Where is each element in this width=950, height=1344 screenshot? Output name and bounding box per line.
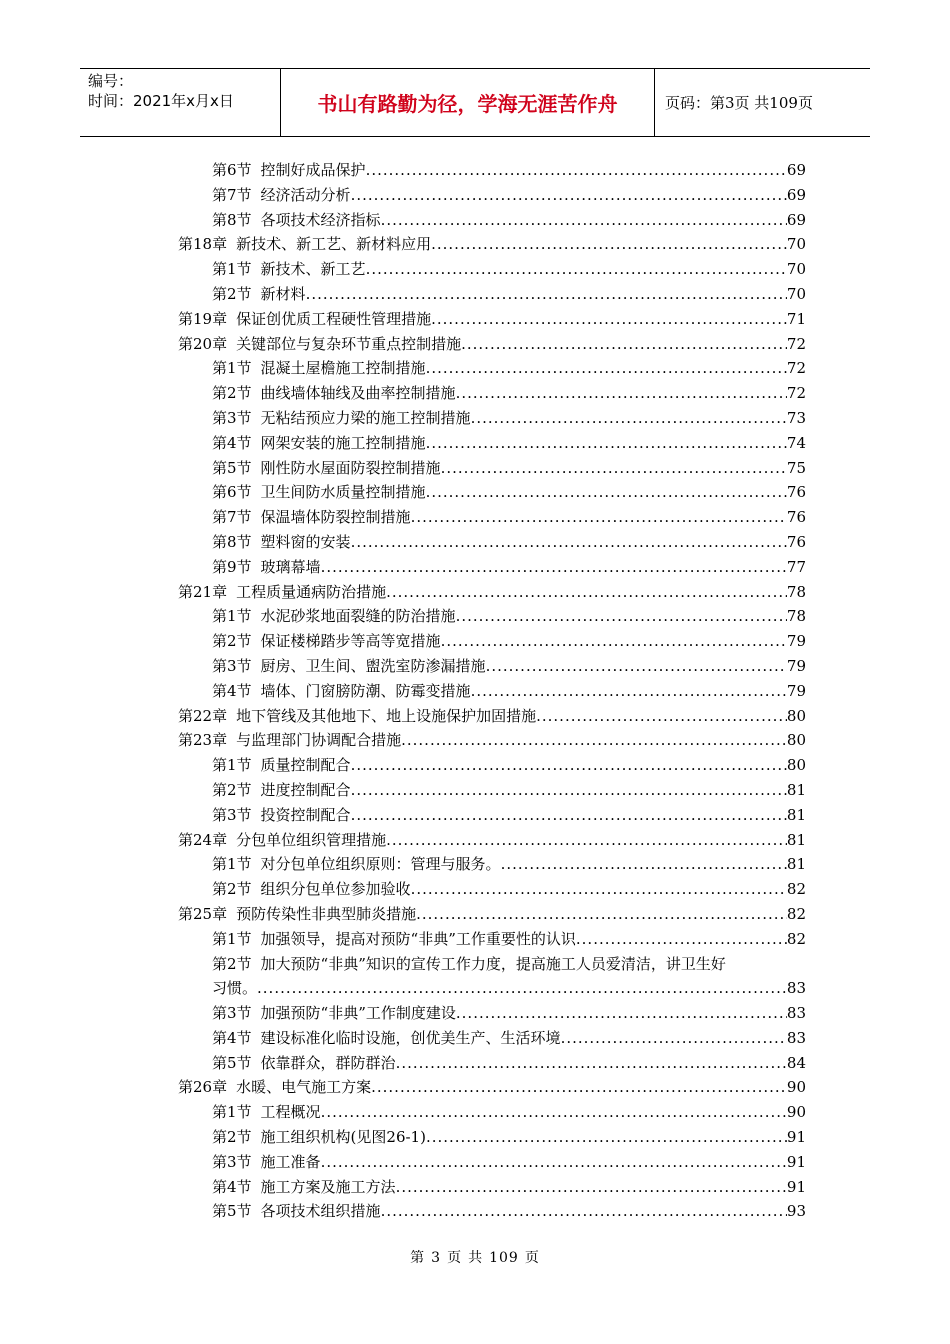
page-header — [80, 68, 870, 137]
dot-leader — [386, 828, 787, 853]
toc-entry-page: 78 — [786, 607, 806, 626]
dot-leader — [366, 257, 787, 282]
toc-entry-page: 76 — [786, 483, 806, 502]
toc-section-entry[interactable] — [178, 456, 806, 481]
dot-leader — [426, 431, 787, 456]
toc-entry-number: 第1节 — [212, 1103, 252, 1122]
toc-entry-page: 82 — [786, 880, 806, 899]
dot-leader — [501, 852, 787, 877]
page-info: 页码：第3页 共109页 — [665, 94, 813, 112]
toc-section-entry[interactable] — [178, 158, 806, 183]
dot-leader — [366, 158, 787, 183]
toc-entry-title: 墙体、门窗膀防潮、防霉变措施 — [260, 681, 471, 700]
toc-entry-number: 第4节 — [212, 681, 252, 700]
dot-leader — [371, 1075, 787, 1100]
toc-entry-title: 保温墙体防裂控制措施 — [260, 508, 411, 527]
toc-entry-line — [178, 976, 806, 1001]
dot-leader — [351, 530, 787, 555]
toc-section-entry[interactable] — [178, 1150, 806, 1175]
toc-chapter-entry[interactable] — [178, 1075, 806, 1100]
toc-entry-number: 第24章 — [178, 830, 228, 849]
toc-entry-title: 保证楼梯踏步等高等宽措施 — [260, 632, 441, 651]
toc-entry-page: 84 — [786, 1053, 806, 1072]
toc-section-entry[interactable] — [178, 505, 806, 530]
toc-entry-number: 第1节 — [212, 359, 252, 378]
toc-entry-number: 第2节 — [212, 284, 252, 303]
toc-entry-number: 第2节 — [212, 954, 252, 973]
toc-section-entry[interactable] — [178, 257, 806, 282]
toc-entry-page: 78 — [786, 582, 806, 601]
toc-section-entry[interactable] — [178, 1026, 806, 1051]
toc-entry-page: 69 — [786, 185, 806, 204]
motto-text: 书山有路勤为径，学海无涯苦作舟 — [317, 92, 618, 116]
toc-entry-title: 新技术、新工艺 — [260, 260, 366, 279]
toc-entry-number: 第5节 — [212, 1202, 252, 1221]
toc-entry-page: 72 — [786, 334, 806, 353]
dot-leader — [306, 282, 787, 307]
toc-entry-title: 塑料窗的安装 — [260, 532, 351, 551]
toc-entry[interactable] — [178, 952, 806, 1002]
dot-leader — [461, 332, 787, 357]
toc-entry-number: 第22章 — [178, 706, 228, 725]
dot-leader — [456, 604, 787, 629]
dot-leader — [426, 1125, 787, 1150]
footer-word-ye-2: 页 — [524, 1250, 540, 1266]
dot-leader — [396, 1051, 787, 1076]
toc-entry-number: 第2节 — [212, 384, 252, 403]
code-label: 编号： — [88, 72, 134, 90]
toc-entry-number: 第5节 — [212, 1053, 252, 1072]
toc-entry-number: 第3节 — [212, 656, 252, 675]
toc-entry-page: 75 — [786, 458, 806, 477]
toc-section-entry[interactable] — [178, 877, 806, 902]
toc-section-entry[interactable] — [178, 629, 806, 654]
toc-chapter-entry[interactable] — [178, 828, 806, 853]
toc-entry-number: 第6节 — [212, 161, 252, 179]
dot-leader — [321, 555, 787, 580]
toc-entry-title: 新材料 — [260, 284, 306, 303]
toc-entry-number: 第4节 — [212, 433, 252, 452]
dot-leader — [351, 803, 787, 828]
toc-entry-page: 71 — [786, 309, 806, 328]
toc-entry-line — [178, 952, 806, 977]
toc-entry-page: 76 — [786, 508, 806, 527]
toc-entry-title: 加强领导，提高对预防“非典”工作重要性的认识 — [260, 929, 576, 948]
toc-entry-title: 加大预防“非典”知识的宣传工作力度，提高施工人员爱清洁，讲卫生好 — [260, 954, 726, 973]
toc-entry-page: 91 — [786, 1128, 806, 1147]
table-of-contents — [178, 158, 806, 1224]
toc-entry-page: 77 — [786, 557, 806, 576]
toc-entry-number: 第5节 — [212, 458, 252, 477]
toc-entry-number: 第23章 — [178, 731, 228, 750]
dot-leader — [401, 728, 787, 753]
toc-entry-page: 81 — [786, 780, 806, 799]
toc-section-entry[interactable] — [178, 208, 806, 233]
toc-section-entry[interactable] — [178, 1051, 806, 1076]
toc-chapter-entry[interactable] — [178, 704, 806, 729]
dot-leader — [426, 480, 787, 505]
toc-entry-title: 质量控制配合 — [260, 756, 351, 775]
toc-entry-title: 预防传染性非典型肺炎措施 — [236, 904, 417, 923]
toc-chapter-entry[interactable] — [178, 580, 806, 605]
toc-entry-title: 对分包单位组织原则：管理与服务。 — [260, 855, 501, 874]
toc-section-entry[interactable] — [178, 183, 806, 208]
toc-entry-title: 依靠群众，群防群治 — [260, 1053, 396, 1072]
toc-entry-page: 70 — [786, 260, 806, 279]
toc-section-entry[interactable] — [178, 604, 806, 629]
toc-section-entry[interactable] — [178, 654, 806, 679]
toc-section-entry[interactable] — [178, 356, 806, 381]
toc-entry-number: 第9节 — [212, 557, 252, 576]
toc-entry-number: 第8节 — [212, 532, 252, 551]
dot-leader — [456, 1001, 787, 1026]
toc-entry-title: 进度控制配合 — [260, 780, 351, 799]
dot-leader — [381, 1199, 787, 1224]
toc-entry-title: 建设标准化临时设施，创优美生产、生活环境 — [260, 1028, 561, 1047]
dot-leader — [381, 208, 787, 233]
toc-entry-title: 厨房、卫生间、盥洗室防渗漏措施 — [260, 656, 486, 675]
toc-entry-page: 81 — [786, 805, 806, 824]
toc-chapter-entry[interactable] — [178, 307, 806, 332]
toc-entry-page: 69 — [786, 161, 806, 179]
toc-entry-title: 各项技术组织措施 — [260, 1202, 381, 1221]
toc-entry-title: 工程概况 — [260, 1103, 321, 1122]
toc-entry-number: 第2节 — [212, 780, 252, 799]
toc-entry-number: 第7节 — [212, 508, 252, 527]
dot-leader — [416, 902, 787, 927]
dot-leader — [561, 1026, 787, 1051]
toc-section-entry[interactable] — [178, 381, 806, 406]
toc-section-entry[interactable] — [178, 555, 806, 580]
toc-entry-page: 83 — [786, 979, 806, 998]
toc-chapter-entry[interactable] — [178, 232, 806, 257]
toc-entry-number: 第2节 — [212, 1128, 252, 1147]
dot-leader — [351, 183, 787, 208]
toc-entry-number: 第8节 — [212, 210, 252, 229]
toc-entry-page: 91 — [786, 1152, 806, 1171]
toc-entry-page: 82 — [786, 904, 806, 923]
toc-entry-page: 69 — [786, 210, 806, 229]
toc-entry-title: 加强预防“非典”工作制度建设 — [260, 1004, 456, 1023]
toc-section-entry[interactable] — [178, 927, 806, 952]
toc-section-entry[interactable] — [178, 431, 806, 456]
dot-leader — [411, 877, 787, 902]
toc-section-entry[interactable] — [178, 753, 806, 778]
dot-leader — [456, 381, 787, 406]
dot-leader — [396, 1175, 787, 1200]
toc-entry-page: 80 — [786, 756, 806, 775]
toc-entry-page: 74 — [786, 433, 806, 452]
toc-entry-number: 第3节 — [212, 1004, 252, 1023]
toc-entry-page: 79 — [786, 681, 806, 700]
toc-section-entry[interactable] — [178, 803, 806, 828]
toc-entry-title: 施工组织机构(见图26-1) — [260, 1128, 426, 1147]
footer-total-pages: 109 — [489, 1250, 519, 1266]
toc-entry-title: 保证创优质工程硬性管理措施 — [236, 309, 432, 328]
toc-entry-page: 81 — [786, 830, 806, 849]
toc-section-entry[interactable] — [178, 530, 806, 555]
toc-entry-title: 水泥砂浆地面裂缝的防治措施 — [260, 607, 456, 626]
toc-section-entry[interactable] — [178, 852, 806, 877]
header-left-cell — [80, 69, 281, 136]
toc-entry-title: 各项技术经济指标 — [260, 210, 381, 229]
toc-entry-page: 79 — [786, 656, 806, 675]
toc-entry-title: 刚性防水屋面防裂控制措施 — [260, 458, 441, 477]
toc-entry-number: 第2节 — [212, 880, 252, 899]
toc-entry-number: 第1节 — [212, 855, 252, 874]
dot-leader — [486, 654, 787, 679]
toc-entry-number: 第4节 — [212, 1028, 252, 1047]
toc-entry-page: 70 — [786, 284, 806, 303]
toc-entry-page: 90 — [786, 1078, 806, 1097]
toc-entry-title: 控制好成品保护 — [260, 161, 366, 179]
toc-entry-page: 72 — [786, 359, 806, 378]
toc-entry-page: 80 — [786, 706, 806, 725]
toc-entry-number: 第26章 — [178, 1078, 228, 1097]
toc-entry-number: 第19章 — [178, 309, 228, 328]
toc-section-entry[interactable] — [178, 778, 806, 803]
toc-section-entry[interactable] — [178, 1125, 806, 1150]
toc-section-entry[interactable] — [178, 282, 806, 307]
dot-leader — [257, 976, 787, 1001]
toc-entry-page: 79 — [786, 632, 806, 651]
toc-chapter-entry[interactable] — [178, 332, 806, 357]
toc-entry-title: 玻璃幕墙 — [260, 557, 321, 576]
toc-entry-number: 第1节 — [212, 929, 252, 948]
toc-entry-page: 81 — [786, 855, 806, 874]
toc-entry-page: 83 — [786, 1028, 806, 1047]
header-motto-cell — [281, 69, 655, 136]
toc-entry-title-continued: 习惯。 — [212, 979, 258, 998]
toc-entry-title: 无粘结预应力梁的施工控制措施 — [260, 408, 471, 427]
toc-entry-page: 72 — [786, 384, 806, 403]
toc-entry-number: 第3节 — [212, 408, 252, 427]
toc-entry-number: 第18章 — [178, 235, 228, 254]
dot-leader — [441, 456, 787, 481]
toc-entry-title: 混凝土屋檐施工控制措施 — [260, 359, 426, 378]
toc-entry-number: 第1节 — [212, 260, 252, 279]
toc-entry-page: 83 — [786, 1004, 806, 1023]
toc-entry-title: 与监理部门协调配合措施 — [236, 731, 402, 750]
toc-section-entry[interactable] — [178, 679, 806, 704]
dot-leader — [431, 307, 787, 332]
toc-entry-page: 80 — [786, 731, 806, 750]
toc-section-entry[interactable] — [178, 406, 806, 431]
toc-entry-number: 第2节 — [212, 632, 252, 651]
toc-section-entry[interactable] — [178, 1175, 806, 1200]
dot-leader — [411, 505, 787, 530]
toc-entry-title: 网架安装的施工控制措施 — [260, 433, 426, 452]
toc-entry-title: 施工方案及施工方法 — [260, 1177, 396, 1196]
toc-entry-page: 76 — [786, 532, 806, 551]
footer-word-gong: 共 — [468, 1250, 484, 1266]
toc-entry-number: 第1节 — [212, 607, 252, 626]
toc-section-entry[interactable] — [178, 1100, 806, 1125]
dot-leader — [471, 679, 787, 704]
toc-entry-title: 工程质量通病防治措施 — [236, 582, 387, 601]
toc-entry-page: 82 — [786, 929, 806, 948]
toc-section-entry[interactable] — [178, 480, 806, 505]
toc-entry-title: 新技术、新工艺、新材料应用 — [236, 235, 432, 254]
dot-leader — [426, 356, 787, 381]
dot-leader — [321, 1100, 787, 1125]
dot-leader — [351, 753, 787, 778]
toc-chapter-entry[interactable] — [178, 902, 806, 927]
toc-entry-page: 73 — [786, 408, 806, 427]
toc-entry-title: 地下管线及其他地下、地上设施保护加固措施 — [236, 706, 537, 725]
toc-entry-page: 90 — [786, 1103, 806, 1122]
dot-leader — [576, 927, 787, 952]
toc-section-entry[interactable] — [178, 1199, 806, 1224]
toc-entry-number: 第6节 — [212, 483, 252, 502]
toc-entry-number: 第3节 — [212, 805, 252, 824]
toc-section-entry[interactable] — [178, 1001, 806, 1026]
page-footer — [0, 1247, 950, 1267]
toc-entry-title: 经济活动分析 — [260, 185, 351, 204]
toc-entry-title: 组织分包单位参加验收 — [260, 880, 411, 899]
footer-word-di: 第 — [410, 1250, 426, 1266]
toc-entry-number: 第4节 — [212, 1177, 252, 1196]
footer-word-ye: 页 — [447, 1250, 463, 1266]
time-label: 时间：2021年x月x日 — [88, 92, 234, 110]
dot-leader — [471, 406, 787, 431]
dot-leader — [351, 778, 787, 803]
toc-entry-number: 第3节 — [212, 1152, 252, 1171]
toc-entry-page: 93 — [786, 1202, 806, 1221]
toc-entry-title: 曲线墙体轴线及曲率控制措施 — [260, 384, 456, 403]
toc-entry-page: 91 — [786, 1177, 806, 1196]
toc-entry-title: 卫生间防水质量控制措施 — [260, 483, 426, 502]
toc-entry-number: 第7节 — [212, 185, 252, 204]
toc-entry-title: 水暖、电气施工方案 — [236, 1078, 372, 1097]
toc-entry-title: 施工准备 — [260, 1152, 321, 1171]
toc-chapter-entry[interactable] — [178, 728, 806, 753]
toc-entry-title: 分包单位组织管理措施 — [236, 830, 387, 849]
dot-leader — [536, 704, 787, 729]
dot-leader — [441, 629, 787, 654]
dot-leader — [431, 232, 787, 257]
toc-entry-number: 第20章 — [178, 334, 228, 353]
toc-entry-title: 关键部位与复杂环节重点控制措施 — [236, 334, 462, 353]
dot-leader — [321, 1150, 787, 1175]
toc-entry-title: 投资控制配合 — [260, 805, 351, 824]
toc-entry-number: 第25章 — [178, 904, 228, 923]
footer-page-number: 3 — [431, 1250, 442, 1266]
toc-entry-page: 70 — [786, 235, 806, 254]
toc-entry-number: 第1节 — [212, 756, 252, 775]
dot-leader — [386, 580, 787, 605]
header-page-cell — [655, 69, 870, 136]
toc-entry-number: 第21章 — [178, 582, 228, 601]
